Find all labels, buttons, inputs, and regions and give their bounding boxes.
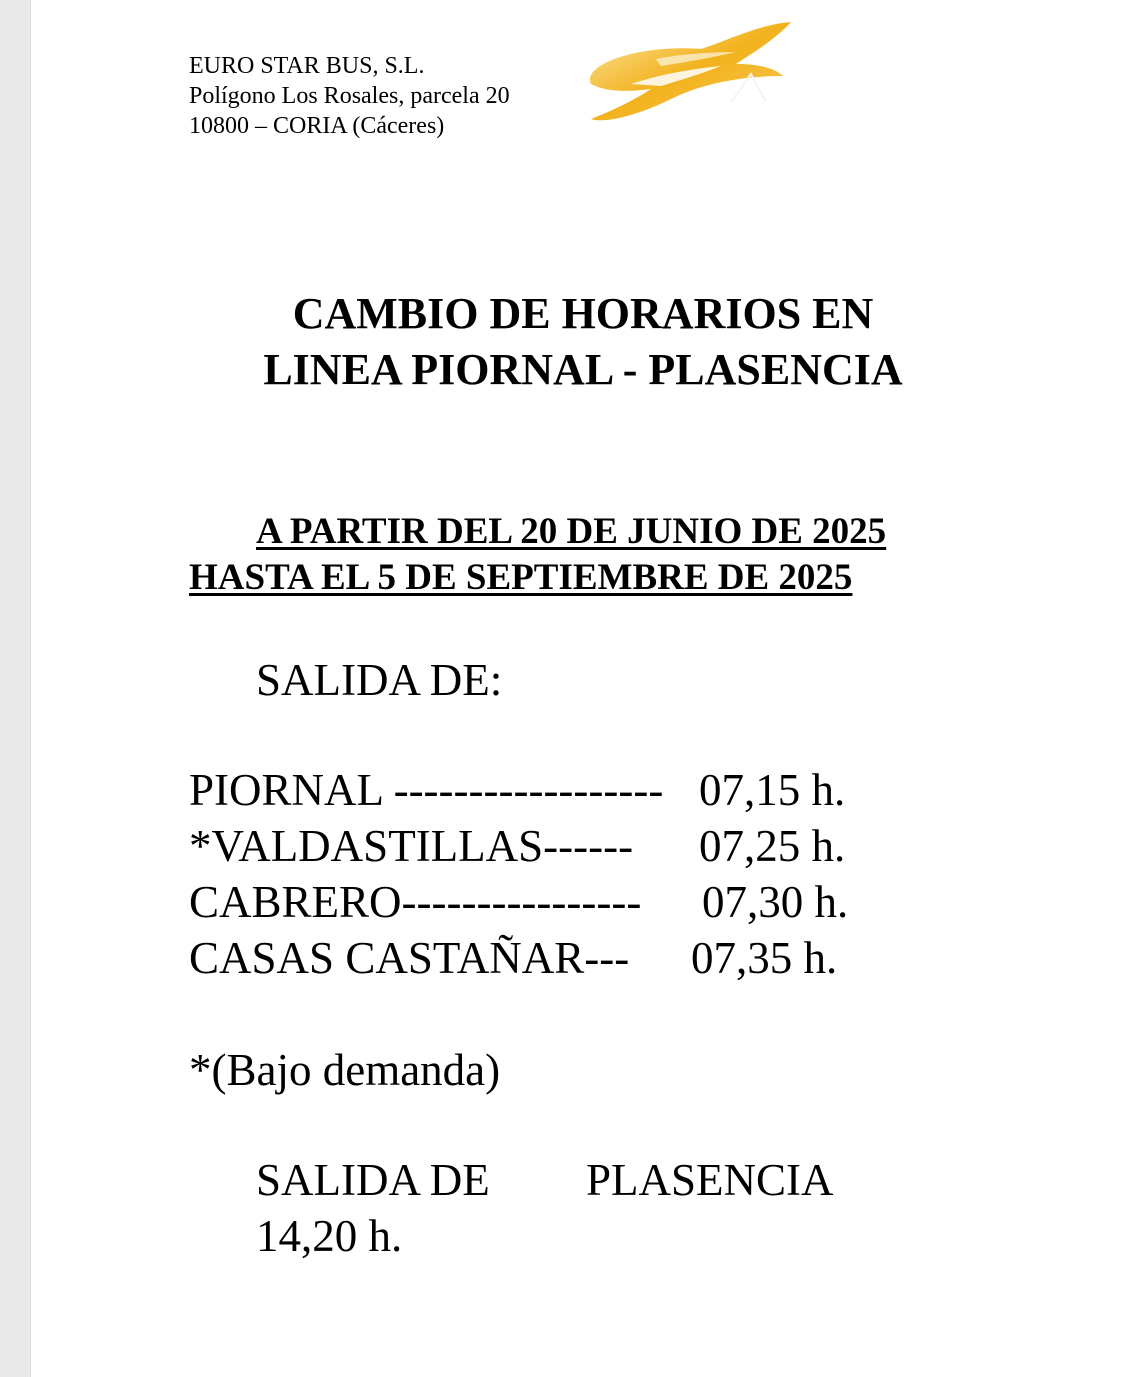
return-label: SALIDA DE <box>256 1155 490 1205</box>
company-city: 10800 – CORIA (Cáceres) <box>189 113 445 139</box>
company-header <box>189 51 510 141</box>
title-line-1: CAMBIO DE HORARIOS EN <box>292 289 874 338</box>
stop-name: *VALDASTILLAS------ <box>189 821 634 871</box>
company-address: Polígono Los Rosales, parcela 20 <box>189 83 510 109</box>
return-time: 14,20 h. <box>256 1211 403 1261</box>
stop-name: PIORNAL ------------------ <box>189 765 664 815</box>
departure-heading: SALIDA DE: <box>256 655 503 705</box>
validity-dates <box>189 509 886 601</box>
stop-time: 07,25 h. <box>699 821 846 871</box>
notice-title <box>31 286 1134 398</box>
on-demand-note: *(Bajo demanda) <box>189 1045 501 1095</box>
return-departure <box>256 1152 896 1264</box>
stop-name: CABRERO---------------- <box>189 877 642 927</box>
document-page <box>30 0 1134 1377</box>
valid-from: A PARTIR DEL 20 DE JUNIO DE 2025 <box>256 511 887 552</box>
stop-time: 07,30 h. <box>702 877 849 927</box>
return-place: PLASENCIA <box>586 1155 834 1205</box>
title-line-2: LINEA PIORNAL - PLASENCIA <box>263 345 903 394</box>
valid-until: HASTA EL 5 DE SEPTIEMBRE DE 2025 <box>189 557 853 598</box>
star-swoosh-logo-icon <box>561 14 811 134</box>
stop-time: 07,15 h. <box>699 765 846 815</box>
stop-name: CASAS CASTAÑAR--- <box>189 933 630 983</box>
company-name: EURO STAR BUS, S.L. <box>189 53 425 79</box>
stop-time: 07,35 h. <box>691 933 838 983</box>
